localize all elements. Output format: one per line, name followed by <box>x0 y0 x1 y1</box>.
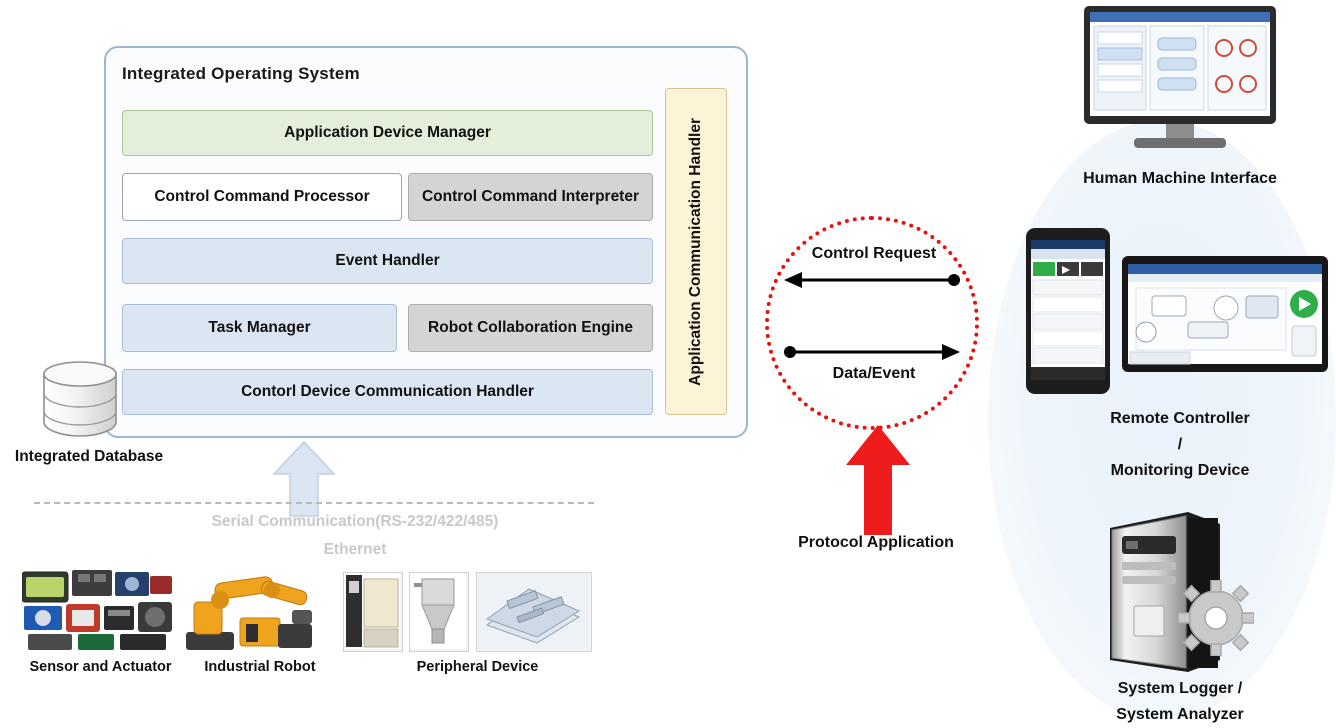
caption-logger-line-1: System Logger / <box>1117 680 1243 697</box>
peripheral-device-image-1 <box>343 572 403 652</box>
caption-logger-line-2: System Analyzer <box>1116 706 1244 723</box>
block-application-device-manager[interactable] <box>122 110 653 156</box>
control-request-label: Control Request <box>811 245 937 262</box>
protocol-up-arrow-icon <box>845 425 911 535</box>
caption-remote-line-1: Remote Controller <box>1110 410 1250 427</box>
block-label: Control Command Processor <box>154 188 370 205</box>
database-label: Integrated Database <box>14 448 164 465</box>
integrated-operating-system-title: Integrated Operating System <box>122 64 360 83</box>
block-task-manager[interactable] <box>122 304 397 352</box>
caption-peripheral-device: Peripheral Device <box>416 659 539 675</box>
monitoring-device-tablet-image <box>1122 256 1328 372</box>
industrial-robot-image <box>180 566 322 654</box>
sensor-and-actuator-image <box>22 570 174 652</box>
caption-system-logger <box>1020 676 1336 728</box>
human-machine-interface-image <box>1082 4 1278 156</box>
peripheral-device-image-3 <box>476 572 592 652</box>
block-label: Task Manager <box>208 319 311 336</box>
block-label: Contorl Device Communication Handler <box>241 383 534 400</box>
block-control-command-processor[interactable] <box>122 173 402 221</box>
caption-remote-controller <box>1020 406 1336 484</box>
data-event-label: Data/Event <box>832 365 916 382</box>
data-event-arrow-icon <box>782 342 962 362</box>
block-label: Robot Collaboration Engine <box>428 319 633 336</box>
ethernet-text: Ethernet <box>323 541 387 558</box>
communication-divider <box>34 502 594 504</box>
caption-remote-line-2: / <box>1177 436 1183 453</box>
serial-communication-text: Serial Communication(RS-232/422/485) <box>211 513 499 530</box>
caption-sensor-and-actuator: Sensor and Actuator <box>29 659 172 675</box>
block-label: Application Device Manager <box>284 124 491 141</box>
block-control-device-communication-handler[interactable] <box>122 369 653 415</box>
caption-human-machine-interface: Human Machine Interface <box>1083 170 1277 187</box>
peripheral-device-image-2 <box>409 572 469 652</box>
block-robot-collaboration-engine[interactable] <box>408 304 653 352</box>
caption-remote-line-3: Monitoring Device <box>1110 462 1250 479</box>
block-label: Application Communication Handler <box>687 117 704 386</box>
block-label: Control Command Interpreter <box>421 188 639 205</box>
block-label: Event Handler <box>335 252 440 269</box>
block-control-command-interpreter[interactable] <box>408 173 653 221</box>
database-cylinder-icon <box>40 360 120 438</box>
caption-industrial-robot: Industrial Robot <box>204 659 316 675</box>
block-event-handler[interactable] <box>122 238 653 284</box>
block-application-communication-handler[interactable] <box>665 88 727 415</box>
control-request-arrow-icon <box>782 270 962 290</box>
up-arrow-icon <box>272 440 336 518</box>
communication-label <box>120 508 590 564</box>
protocol-application-label: Protocol Application <box>798 534 954 551</box>
gear-icon <box>1178 580 1254 656</box>
remote-controller-phone-image <box>1026 228 1110 394</box>
